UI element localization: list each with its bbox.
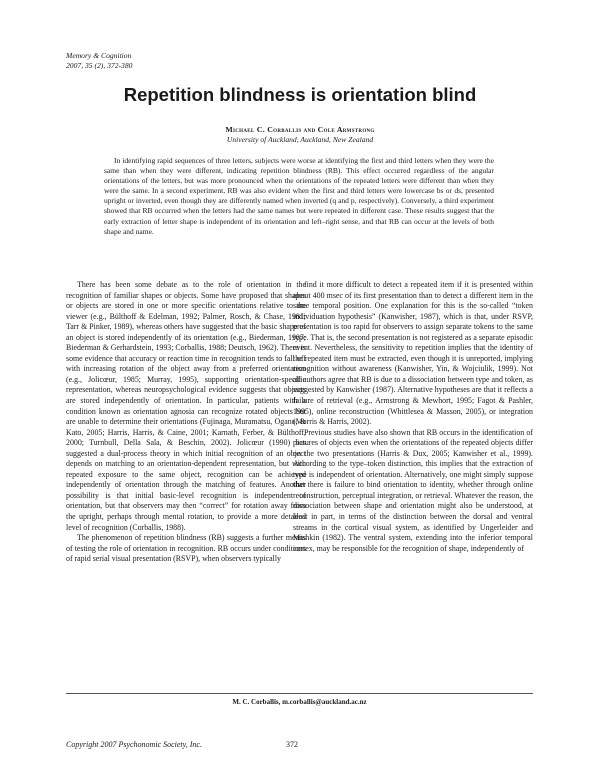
paragraph: The phenomenon of repetition blindness (RB) suggests a further means of testing the role of orientation in recognition. RB occurs under conditions of rapid serial visual presentation (RSVP), when observers typically <box>66 533 306 564</box>
journal-name: Memory & Cognition <box>66 51 132 60</box>
journal-citation: 2007, 35 (2), 372-380 <box>66 60 133 70</box>
correspondence-footnote: M. C. Corballis, m.corballis@auckland.ac.nz <box>66 693 533 706</box>
body-column-right <box>293 280 533 554</box>
body-column-left <box>66 280 306 565</box>
paper-title: Repetition blindness is orientation blind <box>123 84 477 105</box>
paragraph: There has been some debate as to the role of orientation in the recognition of familiar shapes or objects. Some have proposed that shapes or objects are stored in one or more specific orientations relative to the viewer (e.g., Bülthoff & Edelman, 1992; Palmer, Rosch, & Chase, 1981; Tarr & Pinker, 1989), whereas others have suggested that the basic shape of an object is stored independently of its orientation (e.g., Biederman, 1987; Biederman & Gerhardstein, 1993; Corballis, 1988; Deutsch, 1962). There is some evidence that accuracy or reaction time in recognition tends to fall off with increasing rotation of the object away from a preferred orientation (e.g., Jolicœur, 1985; Murray, 1995), supporting orientation-specific representation, whereas neuropsychological evidence suggests that objects are stored independently of orientation. In particular, patients with a condition known as orientation agnosia can recognize rotated objects but are unable to determine their orientations (Fujinaga, Muramatsu, Ogano, & Kato, 2005; Harris, Harris, & Caine, 2001; Karnath, Ferber, & Bülthoff, 2000; Turnbull, Della Sala, & Beschin, 2002). Jolicœur (1990) has suggested a dual-process theory in which initial recognition of an object depends on matching to an orientation-dependent representation, but with repeated exposure to the same object, recognition can be achieved independently of orientation through the matching of features. Another possibility is that initial basic-level recognition is independent of orientation, but that observers may then “correct” for rotation away from the upright, perhaps through mental rotation, to provide a more detailed level of recognition (Corballis, 1988). <box>66 280 306 532</box>
copyright-notice: Copyright 2007 Psychonomic Society, Inc. <box>66 740 202 749</box>
paper-affiliation: University of Auckland, Auckland, New Zealand <box>226 135 374 144</box>
journal-header <box>66 51 132 70</box>
paragraph: find it more difficult to detect a repeated item if it is presented within about 400 msec of its first presentation than to detect a different item in the same temporal position. One explanation for this is the so-called “token individuation hypothesis” (Kanwisher, 1987), which is that, under RSVP, presentation is too rapid for observers to assign separate tokens to the same type. That is, the second presentation is not registered as a separate episodic event. Nevertheless, the sensitivity to repetition implies that the identity of the repeated item must be extracted, even though it is unreported, implying recognition without awareness (Kanwisher, Yin, & Wojciulik, 1999). Not all authors agree that RB is due to a dissociation between type and token, as suggested by Kanwisher (1987). Alternative hypotheses are that it reflects a failure of retrieval (e.g., Armstrong & Mewhort, 1995; Fagot & Pashler, 1995), online reconstruction (Whittlesea & Masson, 2005), or integration (Morris & Harris, 2002). <box>293 280 533 427</box>
page-number: 372 <box>286 740 298 749</box>
paragraph: Previous studies have also shown that RB occurs in the identification of pictures of objects even when the orientations of the repeated objects differ on the two presentations (Harris & Dux, 2005; Kanwisher et al., 1999). According to the type–token distinction, this implies that the extraction of type is independent of orientation. Alternatively, one might simply suppose that there is failure to bind orientation to identity, whether through online reconstruction, perceptual integration, or retrieval. Whatever the reason, the dissociation between shape and orientation might also be understood, at least in part, in terms of the distinction between the dorsal and ventral streams in the cortical visual system, as identified by Ungerleider and Mishkin (1982). The ventral system, extending into the inferior temporal cortex, may be responsible for the recognition of shape, independently of <box>293 427 533 553</box>
paper-authors: Michael C. Corballis and Cole Armstrong <box>225 125 375 134</box>
abstract: In identifying rapid sequences of three letters, subjects were worse at identifying the first and third letters when they were the same than when they were different, indicating repetition blindness (RB). This effect occurred regardless of the angular orientations of the letters, but was more pronounced when the orientations of the repeated letters were different than when they were the same. In a second experiment, RB was also evident when the first and third letters were lowercase bs or ds, presented upright or inverted, even though they are differently named when inverted (q and p, respectively). Conversely, a third experiment showed that RB occurred when the letters had the same names but were repeated in different case. These results suggest that the early extraction of letter shape is independent of its orientation and left–right sense, and that RB can occur at the levels of both shape and name. <box>104 156 494 236</box>
